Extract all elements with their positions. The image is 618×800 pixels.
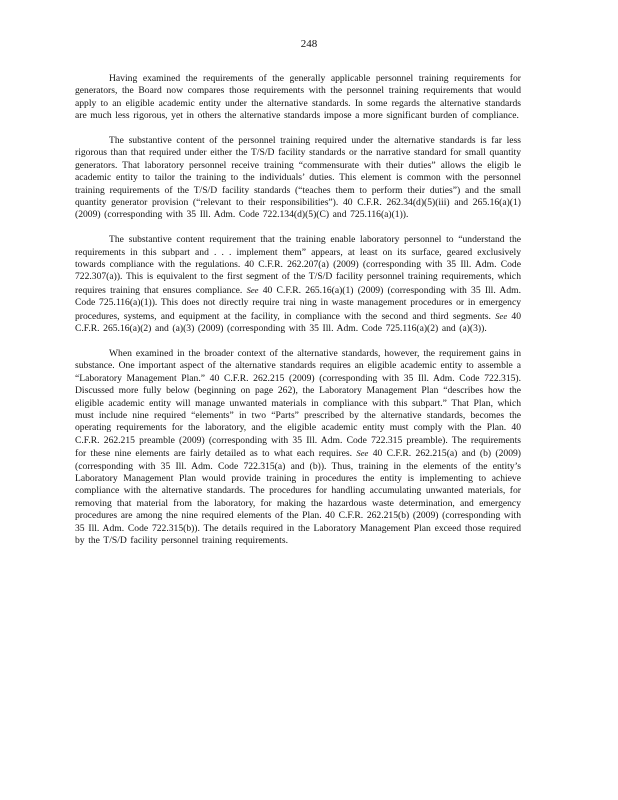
paragraph-4: [75, 348, 521, 548]
paragraph-text: The substantive content requirement that the training enable laboratory personnel to “understand the requirements in this subpart and . . . implement them” appears, at least on its surface, geared exclusively towards compliance with the regulations. 40 C.F.R. 262.207(a) (2009) (corresponding with 35 Ill. Adm. Code 722.307(a)). This is equivalent to the first segment of the T/S/D facility personnel training requirements, which requires training that ensures compliance.: [75, 234, 521, 296]
paragraph-text: The substantive content of the personnel training required under the alternative standards is far less rigorous than that required under either the T/S/D facility standards or the narrative standard for small quantity generators. That laboratory personnel receive training “commensurate with their duties” allows the eligib le academic entity to tailor the training to the individuals’ duties. This element is common with the personnel training requirements of the T/S/D facility standards (“teaches them to perform their duties”) and the small quantity generator provision (“relevant to their responsibilities”). 40 C.F.R. 262.34(d)(5)(iii) and 265.16(a)(1) (2009) (corresponding with 35 Ill. Adm. Code 722.134(d)(5)(C) and 725.116(a)(1)).: [75, 135, 521, 221]
body-text: [75, 73, 521, 560]
citation-signal: See: [246, 284, 259, 295]
paragraph-text: Having examined the requirements of the generally applicable personnel training requirements for generators, the Board now compares those requirements with the personnel training requirements that would apply to an eligible academic entity under the alternative standards. In some regards the alternative standards are much less rigorous, yet in others the alternative standards impose a more significant burden of compliance.: [75, 73, 521, 122]
paragraph-3: [75, 234, 521, 335]
citation-signal: See: [356, 448, 369, 459]
page-number: 248: [300, 38, 318, 50]
paragraph-text: 40 C.F.R. 265.16(a)(1) (2009) (corresponding with 35 Ill. Adm. Code 725.116(a)(1)). This does not directly require trai ning in waste management procedures or in emergency procedures, systems, and equipment at the facility, in compliance with the second and third segments.: [75, 284, 522, 322]
paragraph-text: 40 C.F.R. 262.215(a) and (b) (2009) (corresponding with 35 Ill. Adm. Code 722.315(a) and (b)). Thus, training in the elements of the entity’s Laboratory Management Plan would provide training in procedures the entity is implementing to achieve compliance with the alternative standards. The procedures for handling accumulating unwanted materials, for removing that material from the laboratory, for making the hazardous waste determination, and emergency procedures are among the nine required elements of the Plan. 40 C.F.R. 262.215(b) (2009) (corresponding with 35 Ill. Adm. Code 722.315(b)). The details required in the Laboratory Management Plan exceed those required by the T/S/D facility personnel training requirements.: [75, 448, 521, 546]
paragraph-text: 40 C.F.R. 265.16(a)(2) and (a)(3) (2009) (corresponding with 35 Ill. Adm. Code 725.116(a)(2) and (a)(3)).: [75, 310, 521, 335]
paragraph-2: [75, 135, 521, 222]
paragraph-1: [75, 73, 521, 123]
paragraph-text: When examined in the broader context of the alternative standards, however, the requirement gains in substance. One important aspect of the alternative standards requires an eligible academic entity to assemble a “Laboratory Management Plan.” 40 C.F.R. 262.215 (2009) (corresponding with 35 Ill. Adm. Code 722.315). Discussed more fully below (beginning on page 262), the Laboratory Management Plan “describes how the eligible academic entity will manage unwanted materials in compliance with this subpart.” That Plan, which must include nine required “elements” in two “Parts” prescribed by the alternative standards, becomes the operating requirements for the laboratory, and the eligible academic entity must comply with the Plan. 40 C.F.R. 262.215 preamble (2009) (corresponding with 35 Ill. Adm. Code 722.315 preamble). The requirements for these nine elements are fairly detailed as to what each requires.: [75, 347, 521, 460]
citation-signal: See: [495, 310, 508, 321]
